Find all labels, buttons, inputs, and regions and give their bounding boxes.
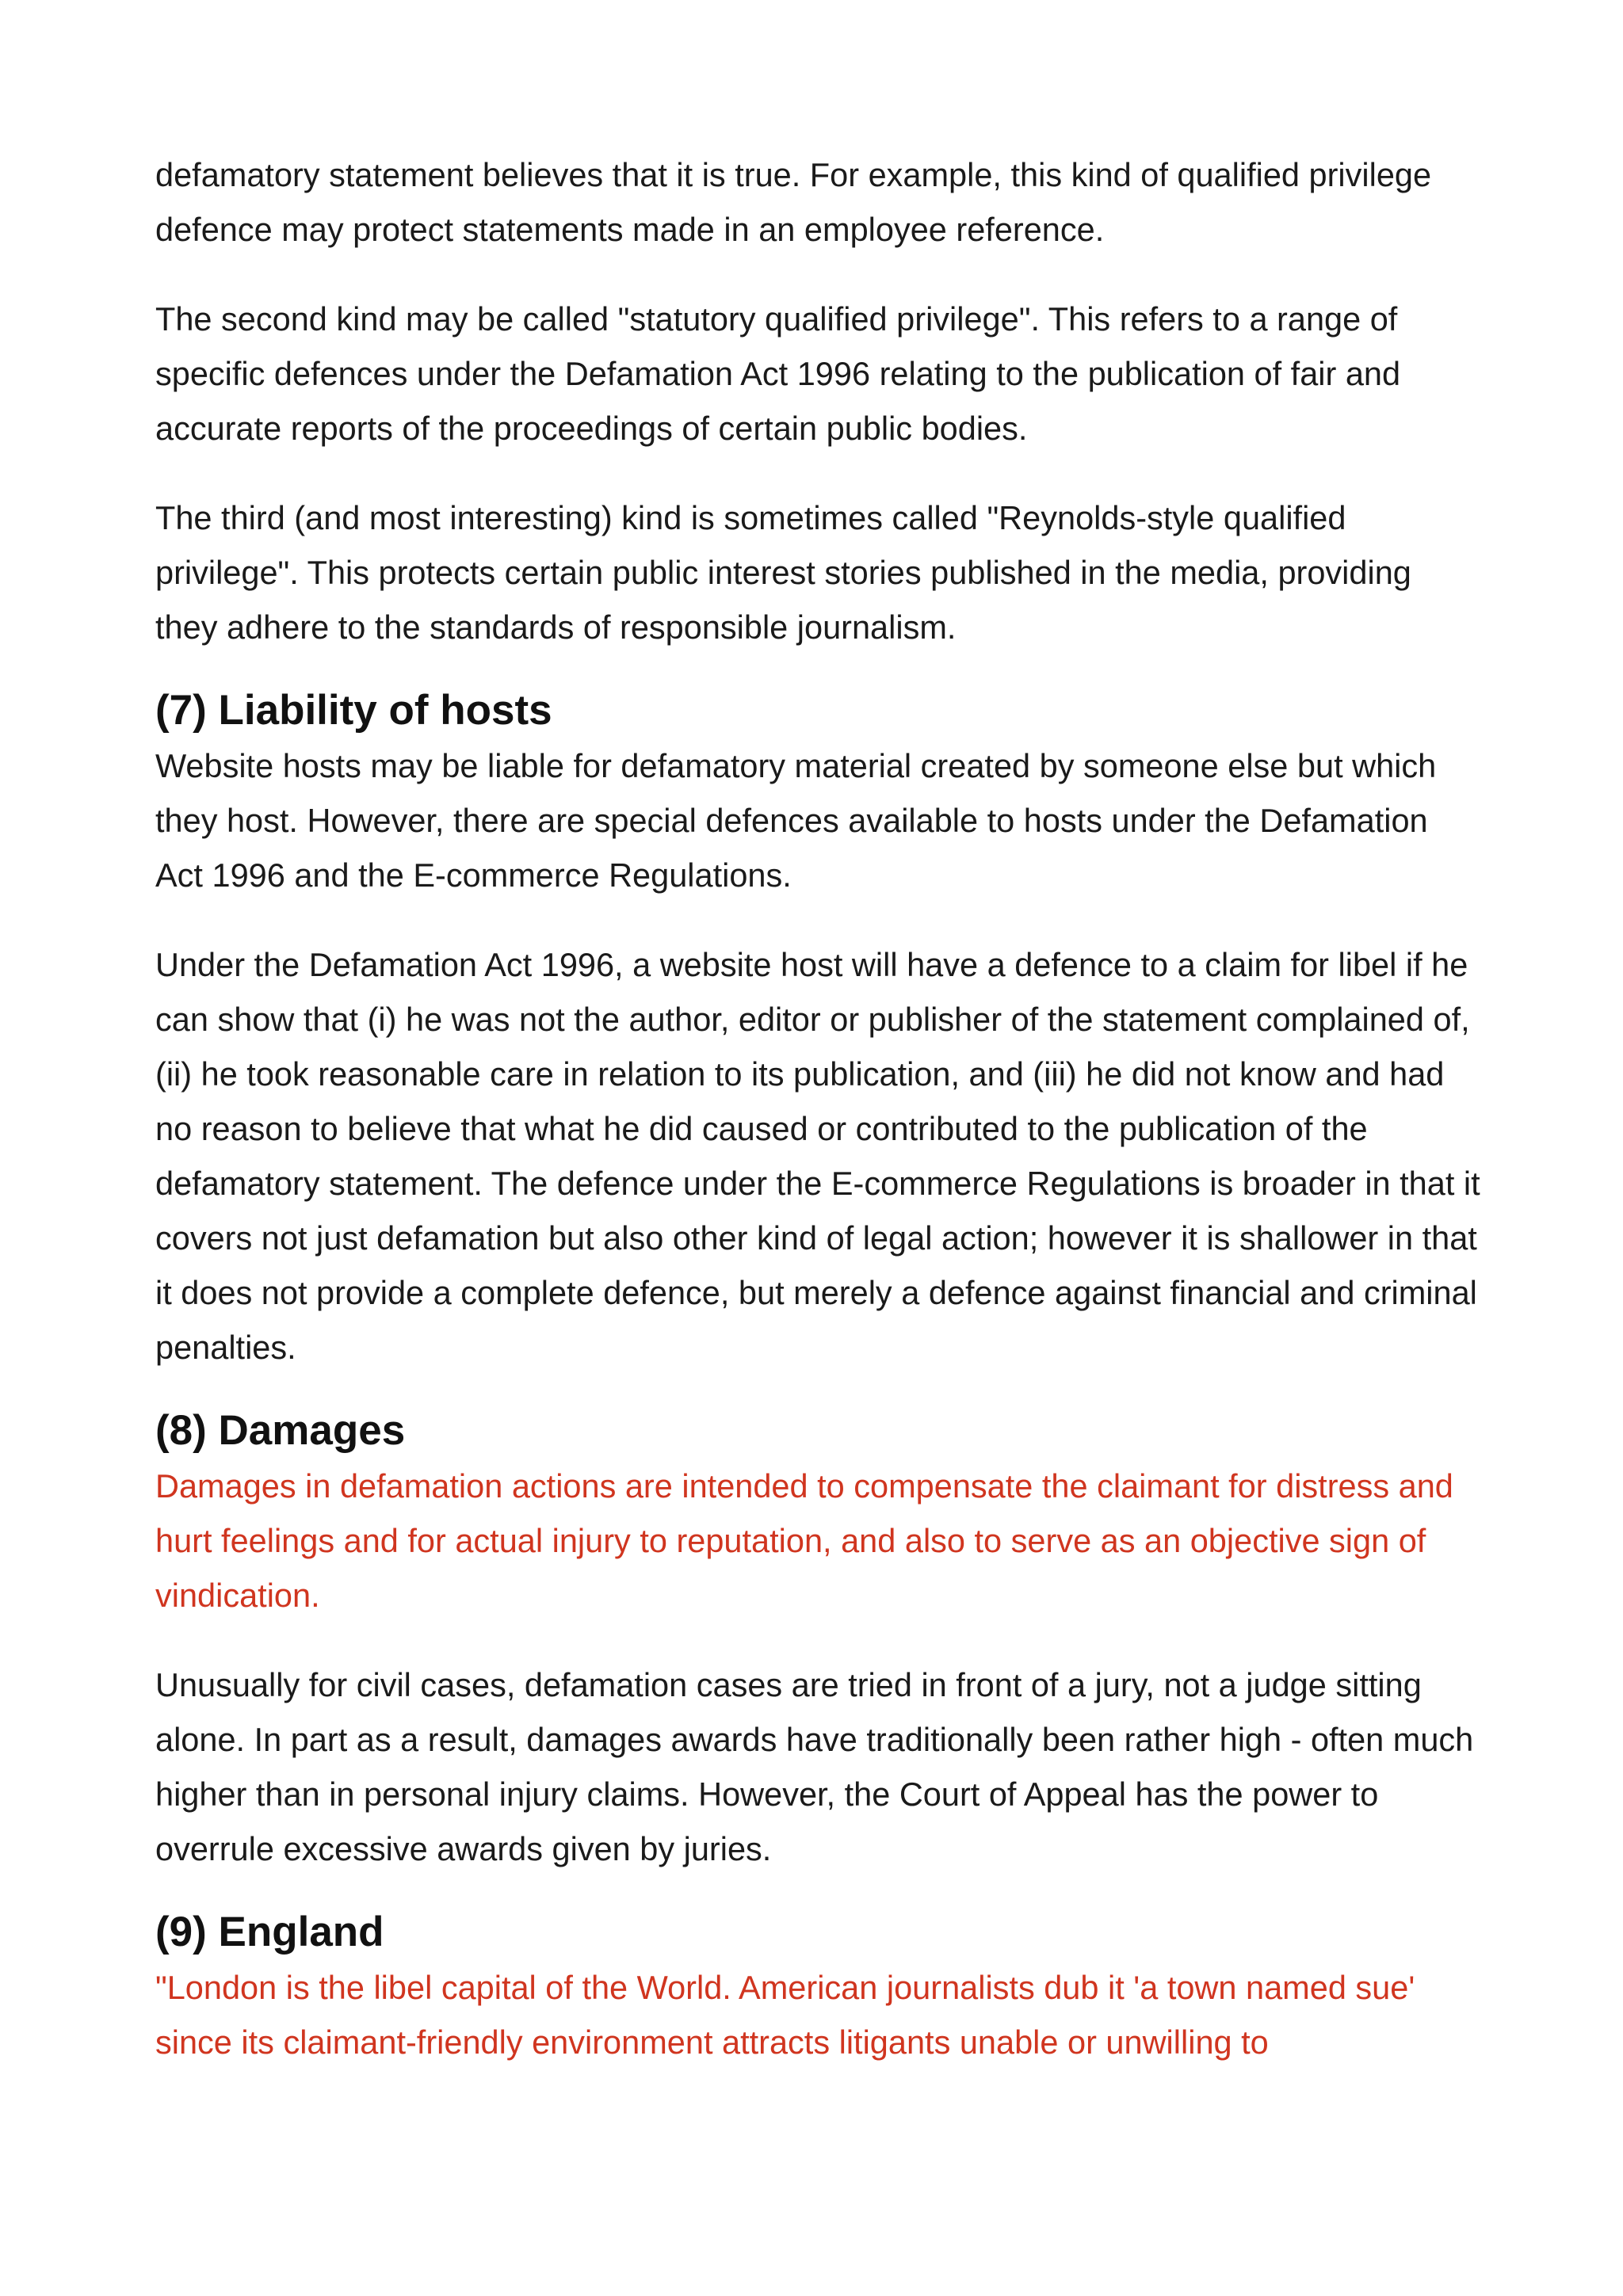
- section-heading-england: (9) England: [155, 1909, 384, 1955]
- paragraph: Website hosts may be liable for defamatory material created by someone else but which they host. However, there are special defences available to hosts under the Defamation Act 1996 and the E-commerce Regulations.: [155, 747, 1437, 894]
- paragraph: The third (and most interesting) kind is sometimes called "Reynolds-style qualified privilege". This protects certain public interest stories published in the media, providing they adhere to the standards of responsible journalism.: [155, 499, 1411, 646]
- paragraph: Unusually for civil cases, defamation cases are tried in front of a jury, not a judge sitting alone. In part as a result, damages awards have traditionally been rather high - often much higher than in personal injury claims. However, the Court of Appeal has the power to overrule excessive awards given by juries.: [155, 1666, 1474, 1867]
- section-heading-liability-of-hosts: (7) Liability of hosts: [155, 687, 552, 734]
- section-heading-damages: (8) Damages: [155, 1407, 406, 1454]
- paragraph: Under the Defamation Act 1996, a website host will have a defence to a claim for libel if he can show that (i) he was not the author, editor or publisher of the statement complained of, (ii) he took reasonable care in relation to its publication, and (iii) he did not know and had no reason to believe that what he did caused or contributed to the publication of the defamatory statement. The defence under the E-commerce Regulations is broader in that it covers not just defamation but also other kind of legal action; however it is shallower in that it does not provide a complete defence, but merely a defence against financial and criminal penalties.: [155, 946, 1480, 1366]
- highlighted-paragraph: Damages in defamation actions are intended to compensate the claimant for distress and hurt feelings and for actual injury to reputation, and also to serve as an objective sign of vindication.: [155, 1467, 1453, 1614]
- paragraph: defamatory statement believes that it is true. For example, this kind of qualified privilege defence may protect statements made in an employee reference.: [155, 156, 1432, 248]
- highlighted-quote-paragraph: "London is the libel capital of the World. American journalists dub it 'a town named sue' since its claimant-friendly environment attracts litigants unable or unwilling to: [155, 1969, 1415, 2061]
- paragraph: The second kind may be called "statutory qualified privilege". This refers to a range of specific defences under the Defamation Act 1996 relating to the publication of fair and accurate reports of the proceedings of certain public bodies.: [155, 300, 1401, 447]
